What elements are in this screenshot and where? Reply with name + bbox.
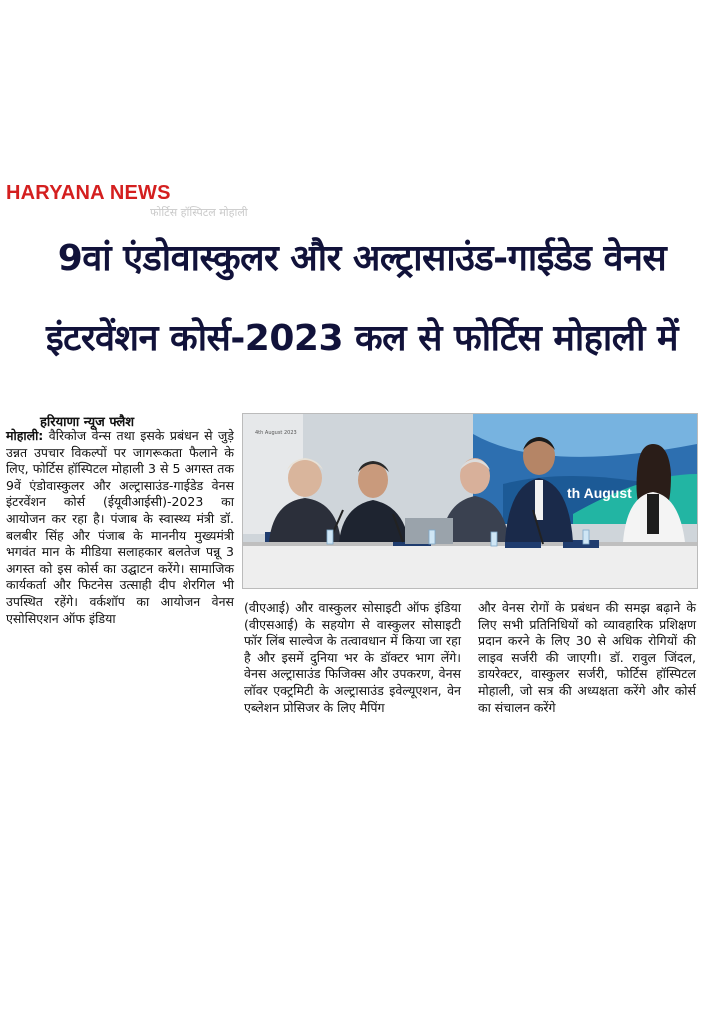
publication-name: HARYANA NEWS	[6, 182, 171, 204]
article-column-1	[6, 428, 234, 878]
article-column-3: और वेनस रोगों के प्रबंधन की समझ बढ़ाने के लिए सभी प्रतिनिधियों को व्यावहारिक प्रशिक्षण प्रदान करने के लिए 30 से अधिक रोगियों की लाइव सर्जरी की जाएगी। डॉ. रावुल जिंदल, डायरेक्टर, वास्कुलर सर्जरी, फोर्टिस हॉस्पिटल मोहाली, जो सत्र की अध्यक्षता करेंगे और कोर्स का संचालन करेंगे	[478, 600, 696, 715]
event-photo	[242, 413, 698, 589]
headline-line-2: इंटरवेंशन कोर्स-2023 कल से फोर्टिस मोहाली में	[46, 318, 678, 359]
dateline: मोहाली:	[6, 428, 44, 443]
event-photo-illustration	[243, 414, 697, 588]
article-column-1-text: वैरिकोज वेन्स तथा इसके प्रबंधन से जुड़े उन्नत उपचार विकल्पों पर जागरूकता फैलाने के लिए, फोर्टिस हॉस्पिटल मोहाली 3 से 5 अगस्त तक 9वें एंडोवास्कुलर और अल्ट्रासाउंड-गाईडेड वेनस इंटरवेंशन कोर्स (ईयूवीआईसी)-2023 का आयोजन कर रहा है। पंजाब के स्वास्थ्य मंत्री डॉ. बलबीर सिंह और पंजाब के माननीय मुख्यमंत्री भगवंत मान के मीडिया सलाहकार बलतेज पन्नू 3 अगस्त को इस कोर्स का उद्घाटन करेंगे। सामाजिक कार्यकर्ता और फिटनेस उत्साही दीप शेरगिल भी उपस्थित रहेंगे। वर्कशॉप का आयोजन वेनस एसोसिएशन ऑफ इंडिया	[6, 428, 234, 626]
article-column-2: (वीएआई) और वास्कुलर सोसाइटी ऑफ इंडिया (वीएसआई) के सहयोग से वास्कुलर सोसाइटी फॉर लिंब साल्वेज के तत्वावधान में किया जा रहा है और इसमें दुनिया भर के डॉक्टर भाग लेंगे। वेनस अल्ट्रासाउंड फिजिक्स और उपकरण, वेनस लॉवर एक्ट्रमिटी के अल्ट्रासाउंड इवेल्यूएशन, वेन एब्लेशन प्रोसिजर के लिए मैपिंग	[244, 600, 461, 715]
photo-panel-text: 4th August 2023	[255, 430, 297, 436]
headline-line-1: 9वां एंडोवास्कुलर और अल्ट्रासाउंड-गाईडेड वेनस	[57, 238, 667, 279]
byline: हरियाणा न्यूज फ्लैश	[40, 415, 135, 430]
photo-banner-text: th August	[567, 485, 632, 501]
faded-header-text: फोर्टिस हॉस्पिटल मोहाली	[150, 206, 248, 219]
